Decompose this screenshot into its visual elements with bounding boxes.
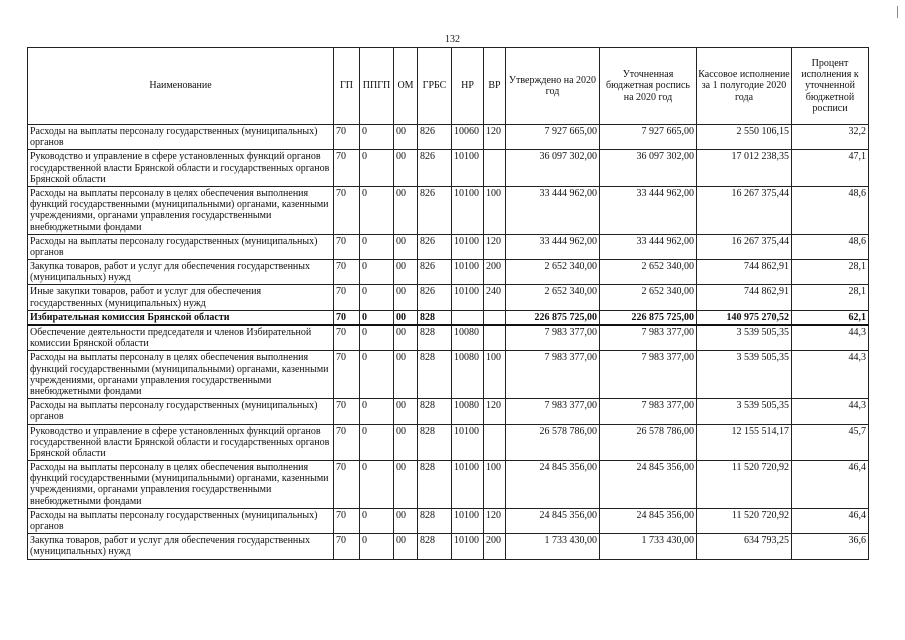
cell-cash: 16 267 375,44: [697, 186, 792, 234]
cell-om: 00: [394, 424, 418, 461]
table-body: [28, 125, 869, 560]
cell-percent: 32,2: [792, 125, 869, 150]
cell-om: 00: [394, 508, 418, 533]
cell-np: 10060: [452, 125, 484, 150]
cell-grbs: 828: [418, 461, 452, 509]
cell-refined: 2 652 340,00: [600, 260, 697, 285]
cell-percent: 46,4: [792, 508, 869, 533]
cell-refined: 7 927 665,00: [600, 125, 697, 150]
header-cash: Кассовое исполнение за 1 полугодие 2020 года: [697, 48, 792, 125]
cell-name: Закупка товаров, работ и услуг для обеспечения государственных (муниципальных) нужд: [28, 260, 334, 285]
cell-gp: 70: [334, 508, 360, 533]
cell-name: Руководство и управление в сфере установленных функций органов государственной власти Брянской области и государственных органов Брянской области: [28, 424, 334, 461]
cell-vr: 100: [484, 186, 506, 234]
cell-vr: 120: [484, 125, 506, 150]
cell-ppgp: 0: [360, 534, 394, 559]
cell-percent: 28,1: [792, 260, 869, 285]
cell-np: 10100: [452, 234, 484, 259]
cell-vr: 100: [484, 461, 506, 509]
cell-refined: 1 733 430,00: [600, 534, 697, 559]
cell-gp: 70: [334, 325, 360, 351]
cell-om: 00: [394, 186, 418, 234]
cell-om: 00: [394, 285, 418, 310]
cell-cash: 3 539 505,35: [697, 351, 792, 399]
cell-om: 00: [394, 125, 418, 150]
cell-cash: 17 012 238,35: [697, 150, 792, 187]
page-number: 132: [445, 34, 460, 45]
cell-ppgp: 0: [360, 125, 394, 150]
cell-ppgp: 0: [360, 461, 394, 509]
cell-np: 10100: [452, 260, 484, 285]
cell-vr: [484, 325, 506, 351]
cell-cash: 140 975 270,52: [697, 310, 792, 325]
header-vr: ВР: [484, 48, 506, 125]
cell-name: Закупка товаров, работ и услуг для обеспечения государственных (муниципальных) нужд: [28, 534, 334, 559]
cell-ppgp: 0: [360, 234, 394, 259]
cell-om: 00: [394, 260, 418, 285]
cell-percent: 62,1: [792, 310, 869, 325]
table-row: [28, 285, 869, 310]
cell-vr: 120: [484, 399, 506, 424]
table-row: [28, 310, 869, 325]
cell-cash: 2 550 106,15: [697, 125, 792, 150]
cell-name: Обеспечение деятельности председателя и членов Избирательной комиссии Брянской области: [28, 325, 334, 351]
cell-om: 00: [394, 399, 418, 424]
cell-cash: 12 155 514,17: [697, 424, 792, 461]
cell-gp: 70: [334, 310, 360, 325]
cell-grbs: 828: [418, 534, 452, 559]
table-row: [28, 260, 869, 285]
cell-vr: 200: [484, 260, 506, 285]
cell-percent: 45,7: [792, 424, 869, 461]
cell-ppgp: 0: [360, 150, 394, 187]
cell-percent: 44,3: [792, 399, 869, 424]
cell-percent: 47,1: [792, 150, 869, 187]
cell-np: 10100: [452, 186, 484, 234]
table-row: [28, 125, 869, 150]
cell-name: Расходы на выплаты персоналу государственных (муниципальных) органов: [28, 508, 334, 533]
cell-refined: 7 983 377,00: [600, 351, 697, 399]
cell-grbs: 826: [418, 234, 452, 259]
table-row: [28, 186, 869, 234]
cell-percent: 36,6: [792, 534, 869, 559]
cell-percent: 46,4: [792, 461, 869, 509]
cell-percent: 44,3: [792, 325, 869, 351]
cell-gp: 70: [334, 260, 360, 285]
cell-om: 00: [394, 325, 418, 351]
table-row: [28, 351, 869, 399]
cell-grbs: 826: [418, 285, 452, 310]
cell-approved: 226 875 725,00: [506, 310, 600, 325]
cell-ppgp: 0: [360, 260, 394, 285]
cell-approved: 7 983 377,00: [506, 325, 600, 351]
cell-approved: 33 444 962,00: [506, 186, 600, 234]
cell-gp: 70: [334, 234, 360, 259]
cell-name: Расходы на выплаты персоналу в целях обеспечения выполнения функций государственными (муниципальными) органами, казенными учреждениями, органами управления государственными внебюджетными фондами: [28, 461, 334, 509]
cell-approved: 26 578 786,00: [506, 424, 600, 461]
cell-grbs: 828: [418, 310, 452, 325]
table-row: [28, 150, 869, 187]
header-refined: Уточненная бюджетная роспись на 2020 год: [600, 48, 697, 125]
cell-approved: 7 927 665,00: [506, 125, 600, 150]
cell-np: 10100: [452, 461, 484, 509]
cell-grbs: 828: [418, 399, 452, 424]
cell-refined: 226 875 725,00: [600, 310, 697, 325]
scan-edge-mark: [897, 6, 898, 18]
cell-np: 10080: [452, 325, 484, 351]
cell-ppgp: 0: [360, 186, 394, 234]
table-row: [28, 399, 869, 424]
cell-cash: 11 520 720,92: [697, 461, 792, 509]
cell-np: 10080: [452, 399, 484, 424]
cell-gp: 70: [334, 424, 360, 461]
cell-vr: 120: [484, 234, 506, 259]
header-percent: Процент исполнения к уточненной бюджетной росписи: [792, 48, 869, 125]
cell-refined: 26 578 786,00: [600, 424, 697, 461]
cell-name: Расходы на выплаты персоналу государственных (муниципальных) органов: [28, 399, 334, 424]
cell-gp: 70: [334, 285, 360, 310]
cell-name: Иные закупки товаров, работ и услуг для обеспечения государственных (муниципальных) нужд: [28, 285, 334, 310]
cell-gp: 70: [334, 399, 360, 424]
cell-cash: 3 539 505,35: [697, 325, 792, 351]
header-approved: Утверждено на 2020 год: [506, 48, 600, 125]
table-row: [28, 508, 869, 533]
cell-percent: 48,6: [792, 234, 869, 259]
table-row: [28, 534, 869, 559]
cell-ppgp: 0: [360, 351, 394, 399]
cell-gp: 70: [334, 461, 360, 509]
cell-approved: 2 652 340,00: [506, 260, 600, 285]
cell-approved: 24 845 356,00: [506, 508, 600, 533]
cell-percent: 48,6: [792, 186, 869, 234]
cell-approved: 1 733 430,00: [506, 534, 600, 559]
cell-vr: [484, 310, 506, 325]
cell-vr: 100: [484, 351, 506, 399]
cell-vr: [484, 150, 506, 187]
cell-percent: 44,3: [792, 351, 869, 399]
cell-name: Расходы на выплаты персоналу государственных (муниципальных) органов: [28, 125, 334, 150]
cell-refined: 7 983 377,00: [600, 399, 697, 424]
cell-name: Расходы на выплаты персоналу в целях обеспечения выполнения функций государственными (муниципальными) органами, казенными учреждениями, органами управления государственными внебюджетными фондами: [28, 186, 334, 234]
cell-approved: 7 983 377,00: [506, 399, 600, 424]
cell-grbs: 826: [418, 125, 452, 150]
cell-om: 00: [394, 461, 418, 509]
cell-refined: 33 444 962,00: [600, 234, 697, 259]
cell-approved: 2 652 340,00: [506, 285, 600, 310]
cell-gp: 70: [334, 150, 360, 187]
cell-om: 00: [394, 534, 418, 559]
header-ppgp: ППГП: [360, 48, 394, 125]
budget-execution-table: [27, 47, 869, 560]
cell-grbs: 826: [418, 260, 452, 285]
cell-np: 10100: [452, 150, 484, 187]
cell-om: 00: [394, 234, 418, 259]
cell-refined: 36 097 302,00: [600, 150, 697, 187]
cell-grbs: 828: [418, 325, 452, 351]
cell-refined: 2 652 340,00: [600, 285, 697, 310]
cell-ppgp: 0: [360, 285, 394, 310]
cell-ppgp: 0: [360, 424, 394, 461]
cell-percent: 28,1: [792, 285, 869, 310]
cell-refined: 7 983 377,00: [600, 325, 697, 351]
table-row: [28, 461, 869, 509]
cell-approved: 24 845 356,00: [506, 461, 600, 509]
cell-gp: 70: [334, 534, 360, 559]
header-om: ОМ: [394, 48, 418, 125]
cell-gp: 70: [334, 351, 360, 399]
cell-approved: 33 444 962,00: [506, 234, 600, 259]
cell-grbs: 828: [418, 508, 452, 533]
cell-grbs: 826: [418, 186, 452, 234]
header-name: Наименование: [28, 48, 334, 125]
cell-gp: 70: [334, 186, 360, 234]
table-row: [28, 424, 869, 461]
cell-grbs: 828: [418, 351, 452, 399]
header-np: НР: [452, 48, 484, 125]
cell-approved: 36 097 302,00: [506, 150, 600, 187]
cell-approved: 7 983 377,00: [506, 351, 600, 399]
cell-np: [452, 310, 484, 325]
cell-om: 00: [394, 310, 418, 325]
cell-cash: 744 862,91: [697, 285, 792, 310]
cell-om: 00: [394, 351, 418, 399]
cell-grbs: 826: [418, 150, 452, 187]
table-header-row: [28, 48, 869, 125]
cell-gp: 70: [334, 125, 360, 150]
cell-cash: 11 520 720,92: [697, 508, 792, 533]
cell-cash: 634 793,25: [697, 534, 792, 559]
cell-vr: 120: [484, 508, 506, 533]
cell-vr: 200: [484, 534, 506, 559]
cell-np: 10100: [452, 424, 484, 461]
cell-name: Избирательная комиссия Брянской области: [28, 310, 334, 325]
cell-name: Руководство и управление в сфере установленных функций органов государственной власти Брянской области и государственных органов Брянской области: [28, 150, 334, 187]
cell-ppgp: 0: [360, 399, 394, 424]
cell-ppgp: 0: [360, 325, 394, 351]
cell-name: Расходы на выплаты персоналу в целях обеспечения выполнения функций государственными (муниципальными) органами, казенными учреждениями, органами управления государственными внебюджетными фондами: [28, 351, 334, 399]
cell-vr: 240: [484, 285, 506, 310]
cell-refined: 33 444 962,00: [600, 186, 697, 234]
cell-np: 10100: [452, 534, 484, 559]
cell-name: Расходы на выплаты персоналу государственных (муниципальных) органов: [28, 234, 334, 259]
header-grbs: ГРБС: [418, 48, 452, 125]
cell-refined: 24 845 356,00: [600, 508, 697, 533]
cell-cash: 16 267 375,44: [697, 234, 792, 259]
cell-grbs: 828: [418, 424, 452, 461]
cell-ppgp: 0: [360, 310, 394, 325]
cell-vr: [484, 424, 506, 461]
table-row: [28, 325, 869, 351]
cell-np: 10100: [452, 285, 484, 310]
table-row: [28, 234, 869, 259]
cell-cash: 3 539 505,35: [697, 399, 792, 424]
cell-cash: 744 862,91: [697, 260, 792, 285]
cell-om: 00: [394, 150, 418, 187]
cell-refined: 24 845 356,00: [600, 461, 697, 509]
cell-ppgp: 0: [360, 508, 394, 533]
cell-np: 10080: [452, 351, 484, 399]
header-gp: ГП: [334, 48, 360, 125]
cell-np: 10100: [452, 508, 484, 533]
